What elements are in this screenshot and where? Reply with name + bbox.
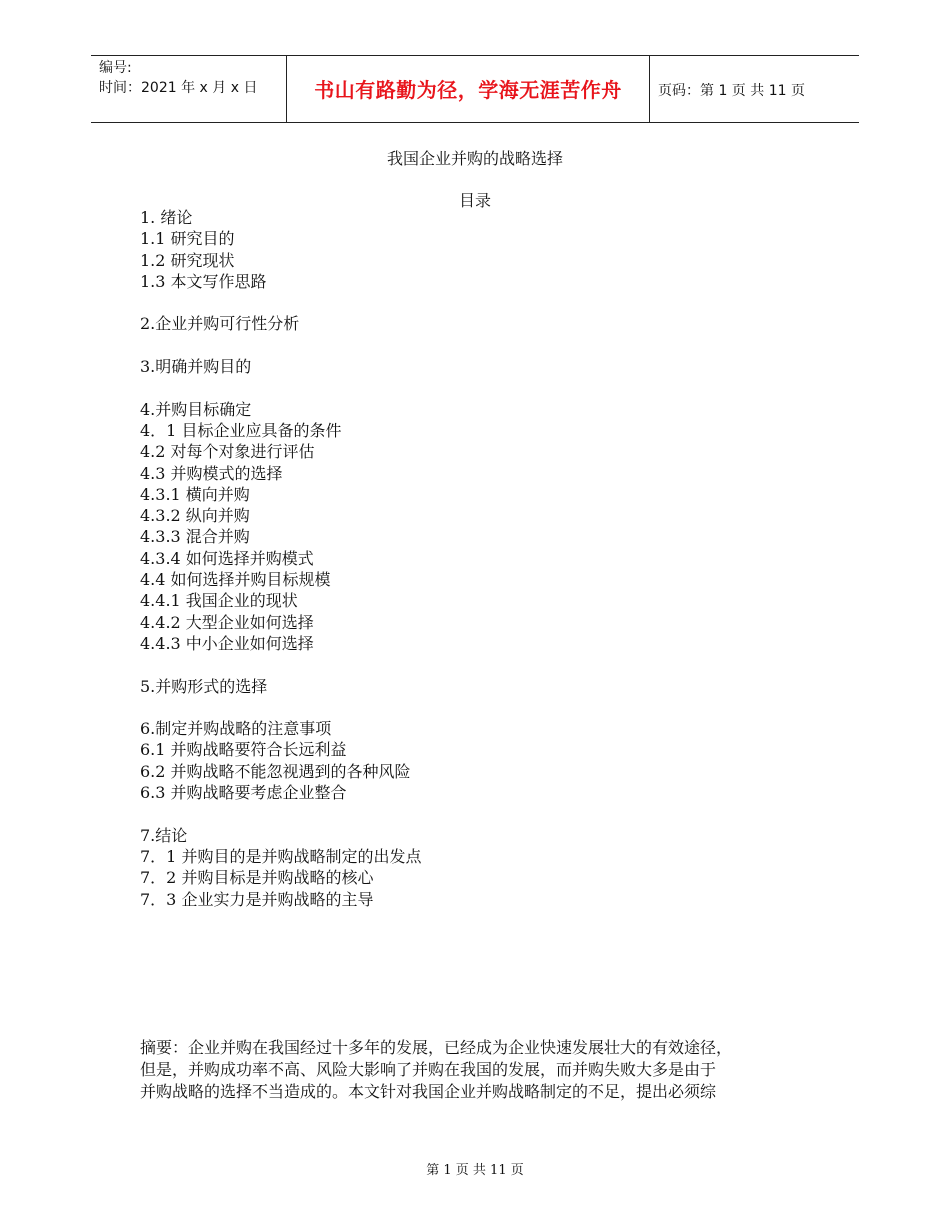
toc-item: 4.3.4 如何选择并购模式 bbox=[140, 548, 314, 568]
doc-time-label: 时间：2021 年 x 月 x 日 bbox=[99, 80, 258, 96]
toc-item: 4.并购目标确定 bbox=[140, 399, 252, 419]
toc-item: 5.并购形式的选择 bbox=[140, 676, 268, 696]
toc-item: 3.明确并购目的 bbox=[140, 357, 252, 377]
toc-item bbox=[140, 697, 421, 718]
toc-item: 7．1 并购目的是并购战略制定的出发点 bbox=[140, 846, 422, 866]
toc-item: 4.2 对每个对象进行评估 bbox=[140, 442, 315, 462]
toc-item: 7.结论 bbox=[140, 825, 188, 845]
toc-item: 6.3 并购战略要考虑企业整合 bbox=[140, 783, 347, 803]
toc-item: 4.3.1 横向并购 bbox=[140, 484, 250, 504]
toc-item: 1.1 研究目的 bbox=[140, 229, 235, 249]
toc-item: 6.1 并购战略要符合长远利益 bbox=[140, 740, 347, 760]
table-of-contents bbox=[140, 207, 421, 910]
page-header bbox=[91, 55, 859, 123]
toc-item: 2.企业并购可行性分析 bbox=[140, 314, 300, 334]
toc-item: 4.4.3 中小企业如何选择 bbox=[140, 633, 314, 653]
abstract-line: 并购战略的选择不当造成的。本文针对我国企业并购战略制定的不足，提出必须综 bbox=[140, 1082, 717, 1101]
toc-item: 6.2 并购战略不能忽视遇到的各种风险 bbox=[140, 761, 411, 781]
toc-heading: 目录 bbox=[458, 191, 491, 210]
document-title: 我国企业并购的战略选择 bbox=[386, 149, 563, 168]
toc-item: 1.2 研究现状 bbox=[140, 250, 235, 270]
toc-item: 1.3 本文写作思路 bbox=[140, 271, 267, 291]
toc-item bbox=[140, 654, 421, 675]
toc-item: 4.3 并购模式的选择 bbox=[140, 463, 283, 483]
header-page-info: 页码：第 1 页 共 11 页 bbox=[658, 83, 805, 99]
toc-item bbox=[140, 377, 421, 398]
abstract bbox=[140, 1037, 820, 1103]
toc-item: 1. 绪论 bbox=[140, 208, 193, 227]
toc-item: 4.4 如何选择并购目标规模 bbox=[140, 570, 331, 590]
toc-item: 4．1 目标企业应具备的条件 bbox=[140, 420, 342, 440]
toc-item bbox=[140, 803, 421, 824]
doc-number-label: 编号: bbox=[99, 60, 132, 76]
toc-item: 7．3 企业实力是并购战略的主导 bbox=[140, 889, 374, 909]
abstract-line: 摘要：企业并购在我国经过十多年的发展，已经成为企业快速发展壮大的有效途径， bbox=[140, 1038, 733, 1057]
toc-item: 4.4.1 我国企业的现状 bbox=[140, 591, 298, 611]
toc-item: 7．2 并购目标是并购战略的核心 bbox=[140, 868, 374, 888]
toc-item: 4.4.2 大型企业如何选择 bbox=[140, 612, 314, 632]
toc-item bbox=[140, 335, 421, 356]
toc-item: 6.制定并购战略的注意事项 bbox=[140, 719, 332, 739]
page-footer: 第 1 页 共 11 页 bbox=[426, 1163, 524, 1178]
abstract-line: 但是，并购成功率不高、风险大影响了并购在我国的发展，而并购失败大多是由于 bbox=[140, 1060, 717, 1079]
header-divider bbox=[649, 56, 650, 122]
header-divider bbox=[286, 56, 287, 122]
toc-item bbox=[140, 292, 421, 313]
toc-item: 4.3.2 纵向并购 bbox=[140, 506, 250, 526]
toc-item: 4.3.3 混合并购 bbox=[140, 527, 250, 547]
header-meta bbox=[99, 58, 257, 98]
header-motto: 书山有路勤为径，学海无涯苦作舟 bbox=[314, 78, 622, 102]
